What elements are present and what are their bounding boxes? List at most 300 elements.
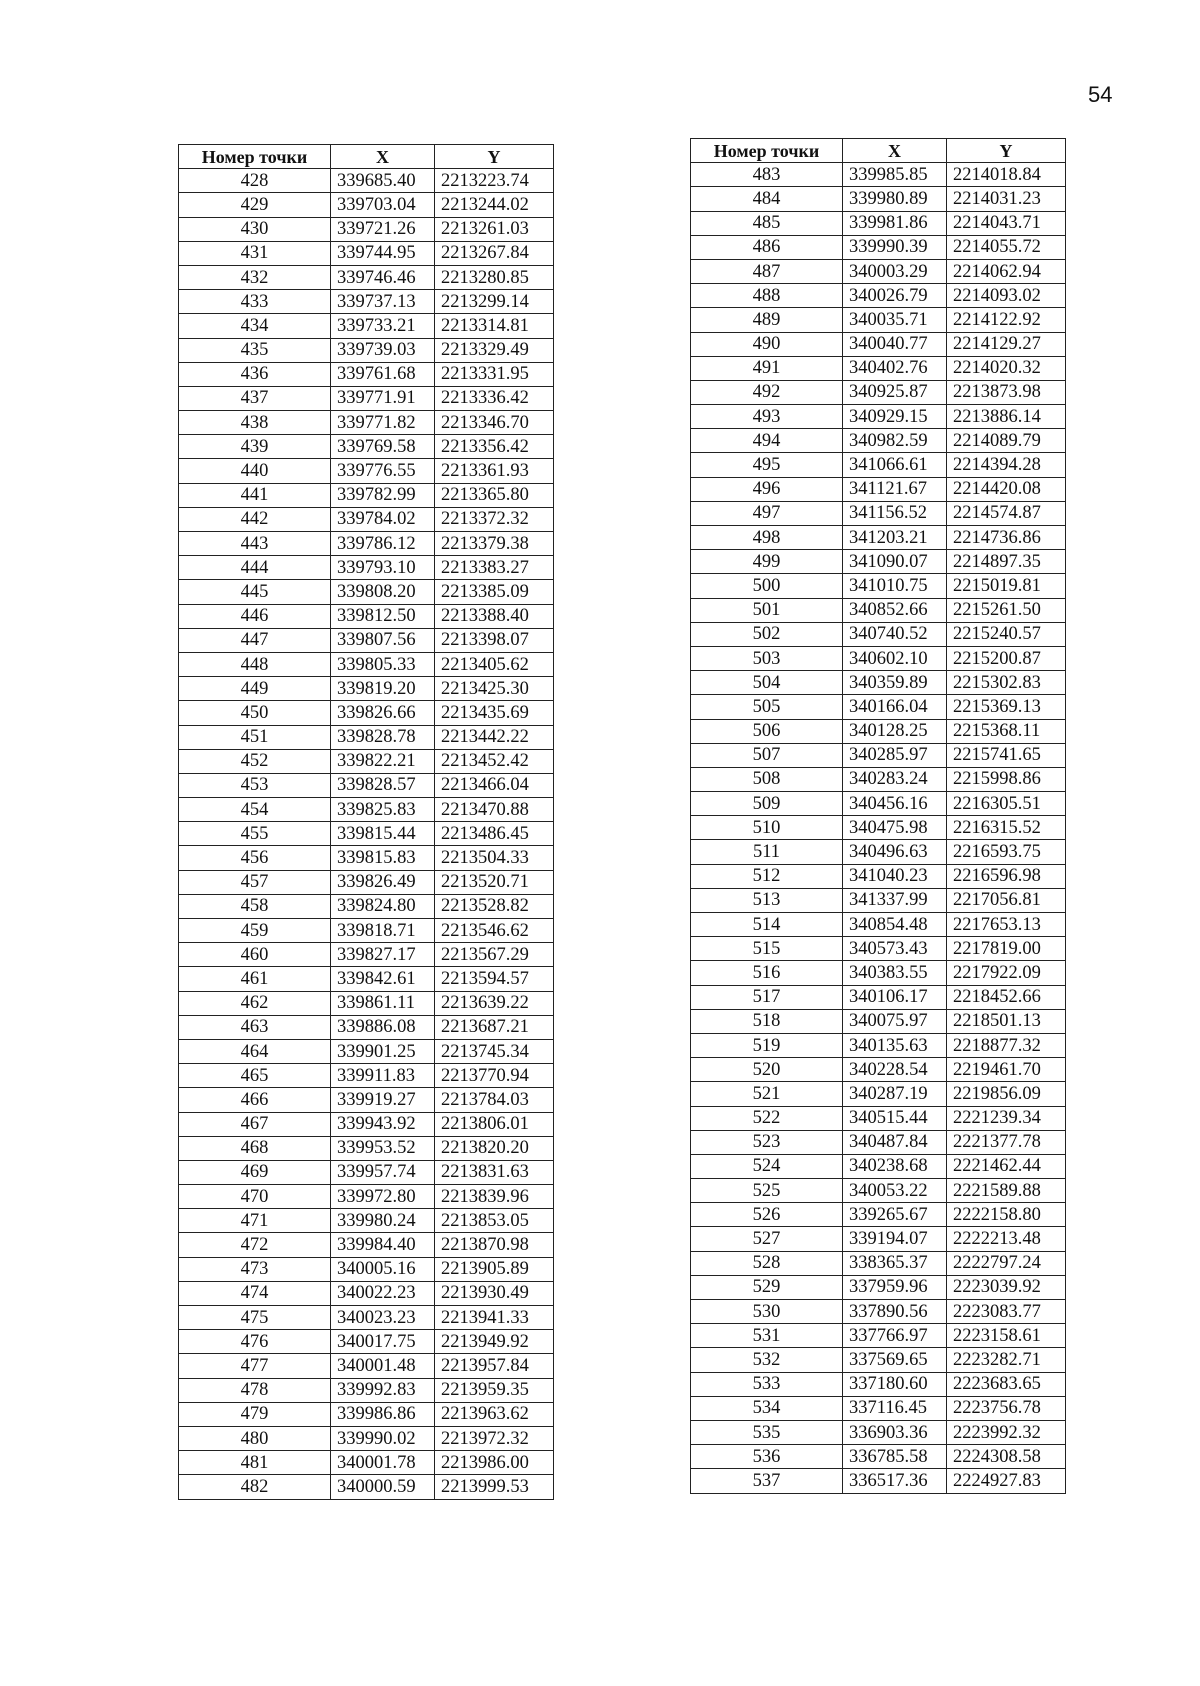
table-row (179, 991, 554, 1015)
point-number-cell: 480 (179, 1426, 331, 1450)
table-row (691, 1082, 1066, 1106)
table-row (179, 459, 554, 483)
table-row (179, 362, 554, 386)
table-row (691, 743, 1066, 767)
y-coordinate-cell: 2214736.86 (947, 526, 1066, 550)
table-row (179, 435, 554, 459)
point-number-cell: 459 (179, 919, 331, 943)
x-coordinate-cell: 337569.65 (843, 1348, 947, 1372)
y-coordinate-cell: 2215369.13 (947, 695, 1066, 719)
table-row (691, 405, 1066, 429)
header-y: Y (435, 145, 554, 169)
x-coordinate-cell: 339782.99 (331, 483, 435, 507)
table-row (691, 1372, 1066, 1396)
point-number-cell: 489 (691, 308, 843, 332)
y-coordinate-cell: 2223282.71 (947, 1348, 1066, 1372)
table-row (179, 556, 554, 580)
x-coordinate-cell: 337180.60 (843, 1372, 947, 1396)
point-number-cell: 466 (179, 1088, 331, 1112)
table-row (691, 1033, 1066, 1057)
point-number-cell: 529 (691, 1275, 843, 1299)
y-coordinate-cell: 2213452.42 (435, 749, 554, 773)
table-row (179, 773, 554, 797)
table-row (691, 1420, 1066, 1444)
table-row (179, 314, 554, 338)
y-coordinate-cell: 2213520.71 (435, 870, 554, 894)
point-number-cell: 477 (179, 1354, 331, 1378)
point-number-cell: 536 (691, 1445, 843, 1469)
point-number-cell: 537 (691, 1469, 843, 1493)
point-number-cell: 428 (179, 169, 331, 193)
x-coordinate-cell: 340982.59 (843, 429, 947, 453)
y-coordinate-cell: 2215261.50 (947, 598, 1066, 622)
y-coordinate-cell: 2213546.62 (435, 919, 554, 943)
x-coordinate-cell: 340238.68 (843, 1154, 947, 1178)
y-coordinate-cell: 2215368.11 (947, 719, 1066, 743)
table-row (179, 217, 554, 241)
table-row (179, 604, 554, 628)
y-coordinate-cell: 2213261.03 (435, 217, 554, 241)
y-coordinate-cell: 2213853.05 (435, 1209, 554, 1233)
table-row (179, 411, 554, 435)
point-number-cell: 486 (691, 235, 843, 259)
point-number-cell: 531 (691, 1324, 843, 1348)
table-header-row (179, 145, 554, 169)
x-coordinate-cell: 339957.74 (331, 1160, 435, 1184)
point-number-cell: 455 (179, 822, 331, 846)
point-number-cell: 452 (179, 749, 331, 773)
x-coordinate-cell: 341203.21 (843, 526, 947, 550)
table-row (179, 822, 554, 846)
y-coordinate-cell: 2215741.65 (947, 743, 1066, 767)
y-coordinate-cell: 2214020.32 (947, 356, 1066, 380)
y-coordinate-cell: 2221377.78 (947, 1130, 1066, 1154)
x-coordinate-cell: 339822.21 (331, 749, 435, 773)
point-number-cell: 525 (691, 1179, 843, 1203)
x-coordinate-cell: 339984.40 (331, 1233, 435, 1257)
x-coordinate-cell: 339953.52 (331, 1136, 435, 1160)
coordinates-table-left (178, 144, 554, 1500)
table-row (179, 290, 554, 314)
table-row (179, 1015, 554, 1039)
y-coordinate-cell: 2218501.13 (947, 1009, 1066, 1033)
point-number-cell: 470 (179, 1185, 331, 1209)
x-coordinate-cell: 340359.89 (843, 671, 947, 695)
table-row (691, 1445, 1066, 1469)
point-number-cell: 446 (179, 604, 331, 628)
table-row (691, 1348, 1066, 1372)
x-coordinate-cell: 340929.15 (843, 405, 947, 429)
point-number-cell: 526 (691, 1203, 843, 1227)
table-row (691, 622, 1066, 646)
x-coordinate-cell: 340285.97 (843, 743, 947, 767)
x-coordinate-cell: 339784.02 (331, 507, 435, 531)
table-row (691, 840, 1066, 864)
point-number-cell: 436 (179, 362, 331, 386)
table-row (179, 507, 554, 531)
x-coordinate-cell: 339265.67 (843, 1203, 947, 1227)
table-row (691, 574, 1066, 598)
point-number-cell: 513 (691, 888, 843, 912)
y-coordinate-cell: 2223683.65 (947, 1372, 1066, 1396)
y-coordinate-cell: 2213346.70 (435, 411, 554, 435)
point-number-cell: 527 (691, 1227, 843, 1251)
table-row (179, 386, 554, 410)
table-row (691, 598, 1066, 622)
point-number-cell: 456 (179, 846, 331, 870)
x-coordinate-cell: 339805.33 (331, 652, 435, 676)
point-number-cell: 481 (179, 1451, 331, 1475)
point-number-cell: 448 (179, 652, 331, 676)
y-coordinate-cell: 2213356.42 (435, 435, 554, 459)
y-coordinate-cell: 2217653.13 (947, 913, 1066, 937)
table-row (691, 259, 1066, 283)
table-row (691, 356, 1066, 380)
y-coordinate-cell: 2215240.57 (947, 622, 1066, 646)
table-row (179, 628, 554, 652)
table-row (179, 265, 554, 289)
table-row (179, 1330, 554, 1354)
point-number-cell: 441 (179, 483, 331, 507)
table-header-row (691, 139, 1066, 163)
table-row (691, 380, 1066, 404)
table-row (691, 1179, 1066, 1203)
y-coordinate-cell: 2214055.72 (947, 235, 1066, 259)
table-row (179, 894, 554, 918)
x-coordinate-cell: 339739.03 (331, 338, 435, 362)
y-coordinate-cell: 2213972.32 (435, 1426, 554, 1450)
x-coordinate-cell: 339985.85 (843, 163, 947, 187)
table-row (179, 580, 554, 604)
y-coordinate-cell: 2215200.87 (947, 646, 1066, 670)
point-number-cell: 530 (691, 1300, 843, 1324)
table-row (179, 1378, 554, 1402)
point-number-cell: 467 (179, 1112, 331, 1136)
point-number-cell: 447 (179, 628, 331, 652)
y-coordinate-cell: 2223083.77 (947, 1300, 1066, 1324)
table-row (691, 1227, 1066, 1251)
table-row (691, 1469, 1066, 1493)
table-row (691, 767, 1066, 791)
x-coordinate-cell: 340852.66 (843, 598, 947, 622)
x-coordinate-cell: 340003.29 (843, 259, 947, 283)
x-coordinate-cell: 337766.97 (843, 1324, 947, 1348)
point-number-cell: 471 (179, 1209, 331, 1233)
x-coordinate-cell: 339818.71 (331, 919, 435, 943)
y-coordinate-cell: 2222797.24 (947, 1251, 1066, 1275)
point-number-cell: 500 (691, 574, 843, 598)
table-row (179, 943, 554, 967)
table-row (179, 169, 554, 193)
x-coordinate-cell: 339733.21 (331, 314, 435, 338)
x-coordinate-cell: 339990.02 (331, 1426, 435, 1450)
point-number-cell: 431 (179, 241, 331, 265)
y-coordinate-cell: 2214897.35 (947, 550, 1066, 574)
x-coordinate-cell: 340035.71 (843, 308, 947, 332)
point-number-cell: 483 (691, 163, 843, 187)
table-row (691, 792, 1066, 816)
point-number-cell: 499 (691, 550, 843, 574)
table-row (691, 961, 1066, 985)
table-row (691, 1300, 1066, 1324)
point-number-cell: 473 (179, 1257, 331, 1281)
table-row (691, 1106, 1066, 1130)
point-number-cell: 458 (179, 894, 331, 918)
table-row (179, 919, 554, 943)
x-coordinate-cell: 339886.08 (331, 1015, 435, 1039)
y-coordinate-cell: 2216593.75 (947, 840, 1066, 864)
page-number: 54 (1088, 82, 1113, 107)
table-row (691, 719, 1066, 743)
x-coordinate-cell: 340001.48 (331, 1354, 435, 1378)
y-coordinate-cell: 2214031.23 (947, 187, 1066, 211)
y-coordinate-cell: 2213398.07 (435, 628, 554, 652)
x-coordinate-cell: 339737.13 (331, 290, 435, 314)
y-coordinate-cell: 2221589.88 (947, 1179, 1066, 1203)
x-coordinate-cell: 341066.61 (843, 453, 947, 477)
y-coordinate-cell: 2213267.84 (435, 241, 554, 265)
point-number-cell: 516 (691, 961, 843, 985)
table-row (179, 1306, 554, 1330)
header-x: X (331, 145, 435, 169)
x-coordinate-cell: 340017.75 (331, 1330, 435, 1354)
table-row (691, 864, 1066, 888)
point-number-cell: 510 (691, 816, 843, 840)
table-row (179, 1160, 554, 1184)
table-row (179, 1136, 554, 1160)
x-coordinate-cell: 339981.86 (843, 211, 947, 235)
point-number-cell: 501 (691, 598, 843, 622)
table-row (179, 701, 554, 725)
table-row (179, 241, 554, 265)
table-row (179, 1475, 554, 1499)
point-number-cell: 497 (691, 501, 843, 525)
x-coordinate-cell: 340515.44 (843, 1106, 947, 1130)
point-number-cell: 518 (691, 1009, 843, 1033)
x-coordinate-cell: 341337.99 (843, 888, 947, 912)
table-row (691, 1396, 1066, 1420)
table-row (691, 888, 1066, 912)
y-coordinate-cell: 2213999.53 (435, 1475, 554, 1499)
x-coordinate-cell: 340456.16 (843, 792, 947, 816)
y-coordinate-cell: 2213314.81 (435, 314, 554, 338)
table-row (691, 308, 1066, 332)
y-coordinate-cell: 2213470.88 (435, 798, 554, 822)
x-coordinate-cell: 339771.82 (331, 411, 435, 435)
point-number-cell: 445 (179, 580, 331, 604)
x-coordinate-cell: 340166.04 (843, 695, 947, 719)
point-number-cell: 502 (691, 622, 843, 646)
y-coordinate-cell: 2224308.58 (947, 1445, 1066, 1469)
point-number-cell: 438 (179, 411, 331, 435)
point-number-cell: 509 (691, 792, 843, 816)
point-number-cell: 482 (179, 1475, 331, 1499)
y-coordinate-cell: 2213385.09 (435, 580, 554, 604)
x-coordinate-cell: 340283.24 (843, 767, 947, 791)
table-row (691, 1130, 1066, 1154)
y-coordinate-cell: 2213784.03 (435, 1088, 554, 1112)
point-number-cell: 444 (179, 556, 331, 580)
x-coordinate-cell: 340000.59 (331, 1475, 435, 1499)
table-row (691, 429, 1066, 453)
table-row (179, 677, 554, 701)
y-coordinate-cell: 2218877.32 (947, 1033, 1066, 1057)
x-coordinate-cell: 338365.37 (843, 1251, 947, 1275)
point-number-cell: 511 (691, 840, 843, 864)
point-number-cell: 503 (691, 646, 843, 670)
x-coordinate-cell: 339842.61 (331, 967, 435, 991)
table-row (179, 749, 554, 773)
point-number-cell: 532 (691, 1348, 843, 1372)
table-row (179, 652, 554, 676)
point-number-cell: 519 (691, 1033, 843, 1057)
point-number-cell: 524 (691, 1154, 843, 1178)
point-number-cell: 514 (691, 913, 843, 937)
y-coordinate-cell: 2219461.70 (947, 1058, 1066, 1082)
table-row (691, 816, 1066, 840)
x-coordinate-cell: 339815.44 (331, 822, 435, 846)
y-coordinate-cell: 2214043.71 (947, 211, 1066, 235)
table-row (179, 798, 554, 822)
x-coordinate-cell: 340383.55 (843, 961, 947, 985)
y-coordinate-cell: 2213745.34 (435, 1039, 554, 1063)
table-row (179, 483, 554, 507)
table-row (179, 1039, 554, 1063)
x-coordinate-cell: 339746.46 (331, 265, 435, 289)
y-coordinate-cell: 2213639.22 (435, 991, 554, 1015)
y-coordinate-cell: 2213986.00 (435, 1451, 554, 1475)
y-coordinate-cell: 2213466.04 (435, 773, 554, 797)
point-number-cell: 490 (691, 332, 843, 356)
point-number-cell: 432 (179, 265, 331, 289)
y-coordinate-cell: 2213425.30 (435, 677, 554, 701)
x-coordinate-cell: 339776.55 (331, 459, 435, 483)
y-coordinate-cell: 2213870.98 (435, 1233, 554, 1257)
table-row (179, 338, 554, 362)
y-coordinate-cell: 2213361.93 (435, 459, 554, 483)
table-row (691, 526, 1066, 550)
x-coordinate-cell: 339972.80 (331, 1185, 435, 1209)
point-number-cell: 450 (179, 701, 331, 725)
table-row (179, 1451, 554, 1475)
point-number-cell: 498 (691, 526, 843, 550)
point-number-cell: 517 (691, 985, 843, 1009)
y-coordinate-cell: 2223158.61 (947, 1324, 1066, 1348)
y-coordinate-cell: 2213379.38 (435, 532, 554, 556)
point-number-cell: 528 (691, 1251, 843, 1275)
y-coordinate-cell: 2219856.09 (947, 1082, 1066, 1106)
y-coordinate-cell: 2216315.52 (947, 816, 1066, 840)
point-number-cell: 507 (691, 743, 843, 767)
y-coordinate-cell: 2214062.94 (947, 259, 1066, 283)
y-coordinate-cell: 2214420.08 (947, 477, 1066, 501)
y-coordinate-cell: 2214574.87 (947, 501, 1066, 525)
x-coordinate-cell: 336785.58 (843, 1445, 947, 1469)
y-coordinate-cell: 2214093.02 (947, 284, 1066, 308)
x-coordinate-cell: 340022.23 (331, 1281, 435, 1305)
table-row (691, 550, 1066, 574)
table-row (691, 1251, 1066, 1275)
x-coordinate-cell: 341010.75 (843, 574, 947, 598)
y-coordinate-cell: 2222213.48 (947, 1227, 1066, 1251)
table-row (691, 985, 1066, 1009)
point-number-cell: 479 (179, 1402, 331, 1426)
table-body-right (691, 163, 1066, 1493)
table-row (691, 695, 1066, 719)
x-coordinate-cell: 337890.56 (843, 1300, 947, 1324)
table-row (691, 1275, 1066, 1299)
x-coordinate-cell: 339771.91 (331, 386, 435, 410)
y-coordinate-cell: 2213905.89 (435, 1257, 554, 1281)
x-coordinate-cell: 340228.54 (843, 1058, 947, 1082)
x-coordinate-cell: 339808.20 (331, 580, 435, 604)
y-coordinate-cell: 2213435.69 (435, 701, 554, 725)
y-coordinate-cell: 2213806.01 (435, 1112, 554, 1136)
x-coordinate-cell: 340925.87 (843, 380, 947, 404)
y-coordinate-cell: 2215302.83 (947, 671, 1066, 695)
x-coordinate-cell: 339793.10 (331, 556, 435, 580)
y-coordinate-cell: 2221239.34 (947, 1106, 1066, 1130)
table-row (179, 1354, 554, 1378)
x-coordinate-cell: 340487.84 (843, 1130, 947, 1154)
table-row (691, 163, 1066, 187)
table-row (691, 1154, 1066, 1178)
x-coordinate-cell: 339901.25 (331, 1039, 435, 1063)
point-number-cell: 451 (179, 725, 331, 749)
x-coordinate-cell: 339824.80 (331, 894, 435, 918)
y-coordinate-cell: 2214018.84 (947, 163, 1066, 187)
x-coordinate-cell: 337959.96 (843, 1275, 947, 1299)
header-point-number: Номер точки (691, 139, 843, 163)
table-row (179, 1209, 554, 1233)
y-coordinate-cell: 2215019.81 (947, 574, 1066, 598)
table-row (179, 1281, 554, 1305)
y-coordinate-cell: 2213504.33 (435, 846, 554, 870)
point-number-cell: 535 (691, 1420, 843, 1444)
point-number-cell: 504 (691, 671, 843, 695)
point-number-cell: 443 (179, 532, 331, 556)
y-coordinate-cell: 2214089.79 (947, 429, 1066, 453)
x-coordinate-cell: 340602.10 (843, 646, 947, 670)
point-number-cell: 488 (691, 284, 843, 308)
x-coordinate-cell: 340005.16 (331, 1257, 435, 1281)
x-coordinate-cell: 340475.98 (843, 816, 947, 840)
y-coordinate-cell: 2213372.32 (435, 507, 554, 531)
y-coordinate-cell: 2213365.80 (435, 483, 554, 507)
y-coordinate-cell: 2213687.21 (435, 1015, 554, 1039)
table-row (179, 193, 554, 217)
x-coordinate-cell: 339826.66 (331, 701, 435, 725)
table-row (691, 453, 1066, 477)
y-coordinate-cell: 2213329.49 (435, 338, 554, 362)
point-number-cell: 464 (179, 1039, 331, 1063)
x-coordinate-cell: 337116.45 (843, 1396, 947, 1420)
y-coordinate-cell: 2213388.40 (435, 604, 554, 628)
x-coordinate-cell: 340026.79 (843, 284, 947, 308)
y-coordinate-cell: 2223756.78 (947, 1396, 1066, 1420)
table-row (691, 211, 1066, 235)
y-coordinate-cell: 2213594.57 (435, 967, 554, 991)
y-coordinate-cell: 2213770.94 (435, 1064, 554, 1088)
y-coordinate-cell: 2223992.32 (947, 1420, 1066, 1444)
y-coordinate-cell: 2213280.85 (435, 265, 554, 289)
y-coordinate-cell: 2213383.27 (435, 556, 554, 580)
table-row (179, 1088, 554, 1112)
y-coordinate-cell: 2217056.81 (947, 888, 1066, 912)
table-row (179, 725, 554, 749)
y-coordinate-cell: 2214394.28 (947, 453, 1066, 477)
x-coordinate-cell: 340740.52 (843, 622, 947, 646)
